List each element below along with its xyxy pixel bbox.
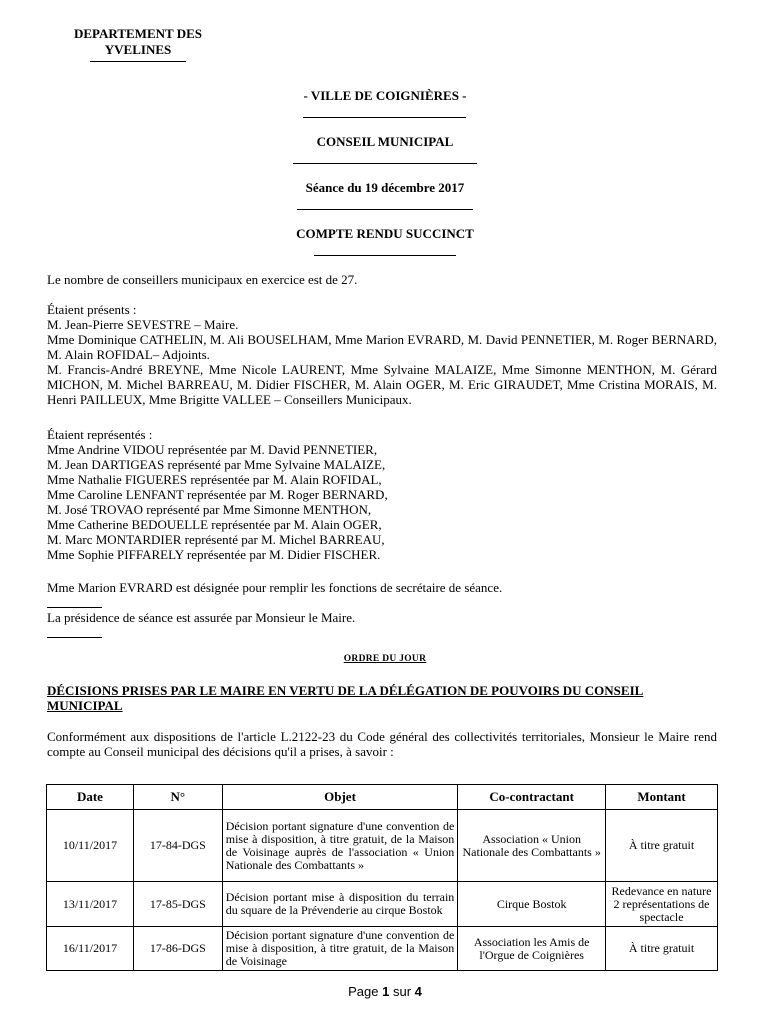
- represented-section: [47, 427, 717, 562]
- page-total: 4: [414, 984, 422, 999]
- decisions-heading: DÉCISIONS PRISES PAR LE MAIRE EN VERTU DE LA DÉLÉGATION DE POUVOIRS DU CONSEIL MUNICIPAL: [47, 683, 644, 713]
- cell-contractor: Cirque Bostok: [458, 882, 606, 927]
- separator-rule: [47, 637, 102, 638]
- header-contractor: Co-contractant: [458, 785, 606, 810]
- cell-object: Décision portant signature d'une convention de mise à disposition, à titre gratuit, de la Maison de Voisinage: [222, 927, 458, 971]
- header-object: Objet: [222, 785, 458, 810]
- decisions-table: [46, 784, 718, 971]
- councillors-count: Le nombre de conseillers municipaux en exercice est de 27.: [47, 272, 358, 287]
- cell-amount: À titre gratuit: [606, 810, 718, 882]
- cell-date: 16/11/2017: [47, 927, 134, 971]
- present-adjoints: Mme Dominique CATHELIN, M. Ali BOUSELHAM, Mme Marion EVRARD, M. David PENNETIER, M. Roger BERNARD, M. Alain ROFIDAL– Adjoints.: [47, 332, 717, 362]
- represented-item: M. Marc MONTARDIER représenté par M. Michel BARREAU,: [47, 532, 385, 547]
- cell-number: 17-85-DGS: [133, 882, 222, 927]
- header-amount: Montant: [606, 785, 718, 810]
- represented-item: Mme Caroline LENFANT représentée par M. Roger BERNARD,: [47, 487, 388, 502]
- page-current: 1: [382, 984, 390, 999]
- represented-item: M. Jean DARTIGEAS représenté par Mme Sylvaine MALAIZE,: [47, 457, 386, 472]
- council-title: CONSEIL MUNICIPAL: [316, 134, 454, 149]
- header-date: Date: [47, 785, 134, 810]
- cell-object: Décision portant signature d'une convention de mise à disposition, à titre gratuit, de la Maison de Voisinage auprès de l'association « Union Nationale des Combattants »: [222, 810, 458, 882]
- cell-amount: Redevance en nature 2 représentations de spectacle: [606, 882, 718, 927]
- table-row: [47, 882, 718, 927]
- cell-date: 13/11/2017: [47, 882, 134, 927]
- department-line1: DEPARTEMENT DES: [73, 26, 202, 41]
- page-label: Page: [348, 984, 379, 999]
- session-rule: [297, 209, 473, 210]
- cell-number: 17-86-DGS: [133, 927, 222, 971]
- session-title: Séance du 19 décembre 2017: [305, 180, 465, 195]
- cell-amount: À titre gratuit: [606, 927, 718, 971]
- city-title: - VILLE DE COIGNIÈRES -: [303, 88, 467, 103]
- represented-item: Mme Sophie PIFFARELY représentée par M. Didier FISCHER.: [47, 547, 381, 562]
- cell-object: Décision portant mise à disposition du terrain du square de la Prévenderie au cirque Bostok: [222, 882, 458, 927]
- council-rule: [293, 163, 477, 164]
- represented-item: Mme Nathalie FIGUERES représentée par M. Alain ROFIDAL,: [47, 472, 382, 487]
- cell-contractor: Association les Amis de l'Orgue de Coignières: [458, 927, 606, 971]
- presidency-text: La présidence de séance est assurée par Monsieur le Maire.: [47, 610, 356, 625]
- table-header-row: [47, 785, 718, 810]
- department-line2: YVELINES: [104, 42, 172, 57]
- represented-item: Mme Andrine VIDOU représentée par M. David PENNETIER,: [47, 442, 378, 457]
- agenda-heading: ORDRE DU JOUR: [343, 654, 427, 664]
- cell-number: 17-84-DGS: [133, 810, 222, 882]
- separator-rule: [47, 607, 102, 608]
- represented-item: Mme Catherine BEDOUELLE représentée par M. Alain OGER,: [47, 517, 382, 532]
- header-number: N°: [133, 785, 222, 810]
- present-section: [47, 302, 717, 407]
- present-councillors: M. Francis-André BREYNE, Mme Nicole LAURENT, Mme Sylvaine MALAIZE, Mme Simonne MENTHON, M. Gérard MICHON, M. Michel BARREAU, M. Didier FISCHER, M. Alain OGER, M. Eric GIRAUDET, Mme Cristina MORAIS, M. Henri PAILLEUX, Mme Brigitte VALLEE – Conseillers Municipaux.: [47, 362, 717, 407]
- department-block: [50, 26, 226, 62]
- department-rule: [90, 61, 186, 62]
- cell-date: 10/11/2017: [47, 810, 134, 882]
- present-mayor: M. Jean-Pierre SEVESTRE – Maire.: [47, 317, 239, 332]
- page-footer: [0, 984, 770, 999]
- represented-heading: Étaient représentés :: [47, 427, 153, 442]
- table-row: [47, 810, 718, 882]
- table-row: [47, 927, 718, 971]
- decisions-intro: Conformément aux dispositions de l'article L.2122-23 du Code général des collectivités territoriales, Monsieur le Maire rend compte au Conseil municipal des décisions qu'il a prises, à savoir :: [47, 729, 717, 759]
- cell-contractor: Association « Union Nationale des Combattants »: [458, 810, 606, 882]
- page-separator: sur: [392, 984, 412, 999]
- present-heading: Étaient présents :: [47, 302, 137, 317]
- represented-item: M. José TROVAO représenté par Mme Simonne MENTHON,: [47, 502, 372, 517]
- report-rule: [314, 255, 456, 256]
- city-rule: [303, 117, 466, 118]
- report-title: COMPTE RENDU SUCCINCT: [296, 226, 474, 241]
- secretary-text: Mme Marion EVRARD est désignée pour remplir les fonctions de secrétaire de séance.: [47, 580, 503, 595]
